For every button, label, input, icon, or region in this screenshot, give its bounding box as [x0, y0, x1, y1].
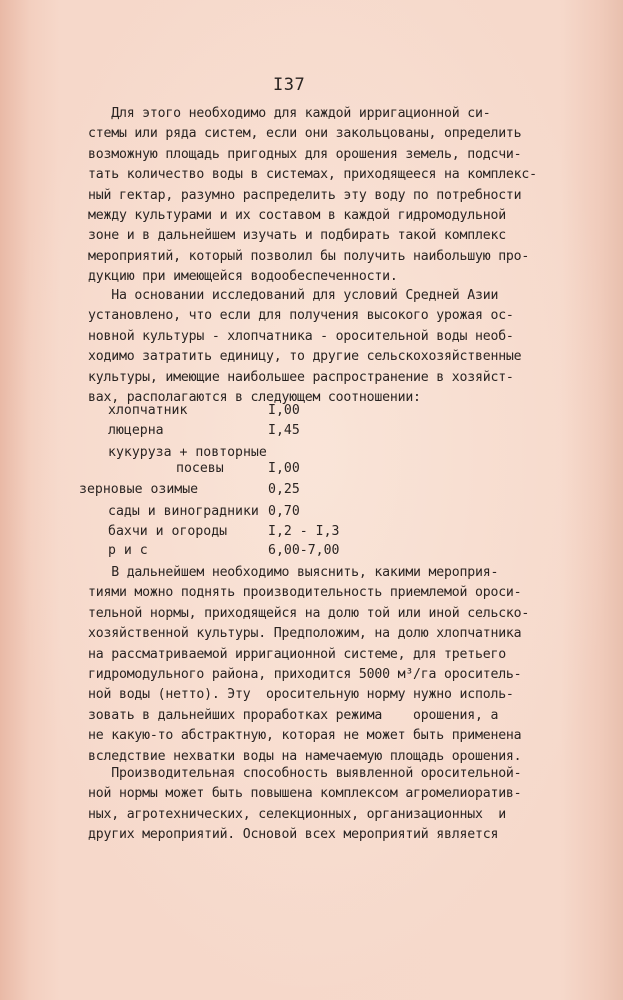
text-line: на рассматриваемой ирригационной системе, для третьего [88, 646, 506, 662]
paragraph-2 [88, 286, 528, 408]
crop-name: люцерна [108, 423, 164, 438]
ratio-value: 0,70 [268, 504, 300, 519]
crop-name: посевы [176, 461, 224, 476]
ratio-value: 0,25 [268, 482, 300, 497]
text-line: других мероприятий. Основой всех мероприятий является [88, 827, 499, 843]
text-line: возможную площадь пригодных для орошения земель, подсчи- [88, 146, 522, 162]
text-line: гидромодульного района, приходится 5000 м³/га ороситель- [88, 667, 522, 683]
text-line: ных, агротехнических, селекционных, организационных и [88, 806, 506, 822]
crop-name: хлопчатник [108, 403, 188, 418]
paragraph-1 [88, 104, 537, 288]
text-line: ходимо затратить единицу, то другие сельскохозяйственные [88, 349, 522, 365]
ratio-value: I,2 - I,3 [268, 524, 340, 539]
paragraph-4 [88, 764, 528, 846]
text-line: культуры, имеющие наибольшее распространение в хозяйст- [88, 369, 514, 385]
text-line: вследствие нехватки воды на намечаемую площадь орошения. [88, 748, 522, 764]
text-line: хозяйственной культуры. Предположим, на долю хлопчатника [88, 626, 522, 642]
text-line: стемы или ряда систем, если они закольцованы, определить [88, 126, 522, 142]
crop-name: сады и виноградники [108, 504, 259, 519]
ratio-value: I,45 [268, 423, 300, 438]
text-line: дукцию при имеющейся водообеспеченности. [88, 269, 398, 285]
text-line: тать количество воды в системах, приходящееся на комплекс- [88, 167, 537, 183]
text-line: ный гектар, разумно распределить эту воду по потребности [88, 187, 522, 203]
text-line: не какую-то абстрактную, которая не может быть применена [88, 728, 522, 744]
page-number: I37 [273, 75, 306, 95]
text-line: Производительная способность выявленной оросительной- [88, 766, 522, 781]
crop-name: кукуруза + повторные [108, 445, 267, 460]
paragraph-3 [88, 563, 528, 767]
text-line: зовать в дальнейших проработках режима орошения, а [88, 707, 499, 723]
ratio-value: 6,00-7,00 [268, 543, 340, 558]
ratio-value: I,00 [268, 461, 300, 476]
text-line: новной культуры - хлопчатника - оросительной воды необ- [88, 328, 514, 344]
text-line: вах, располагаются в следующем соотношении: [88, 390, 421, 406]
text-line: тельной нормы, приходящейся на долю той или иной сельско- [88, 605, 530, 621]
text-line: между культурами и их составом в каждой гидромодульной [88, 208, 506, 224]
text-line: установлено, что если для получения высокого урожая ос- [88, 308, 514, 324]
text-line: ной нормы может быть повышена комплексом агромелиоратив- [88, 786, 522, 802]
text-line: В дальнейшем необходимо выяснить, какими мероприя- [88, 565, 499, 580]
text-line: Для этого необходимо для каждой ирригационной си- [88, 106, 491, 121]
crop-name: бахчи и огороды [108, 524, 228, 539]
crop-name: р и с [108, 543, 148, 558]
text-line: тиями можно поднять производительность приемлемой ороси- [88, 585, 522, 601]
crop-name: зерновые озимые [79, 482, 199, 497]
text-line: зоне и в дальнейшем изучать и подбирать такой комплекс [88, 228, 506, 244]
ratio-value: I,00 [268, 403, 300, 418]
text-line: мероприятий, который позволил бы получить наибольшую про- [88, 248, 530, 264]
text-line: На основании исследований для условий Средней Азии [88, 288, 499, 303]
text-line: ной воды (нетто). Эту оросительную норму нужно исполь- [88, 687, 514, 703]
